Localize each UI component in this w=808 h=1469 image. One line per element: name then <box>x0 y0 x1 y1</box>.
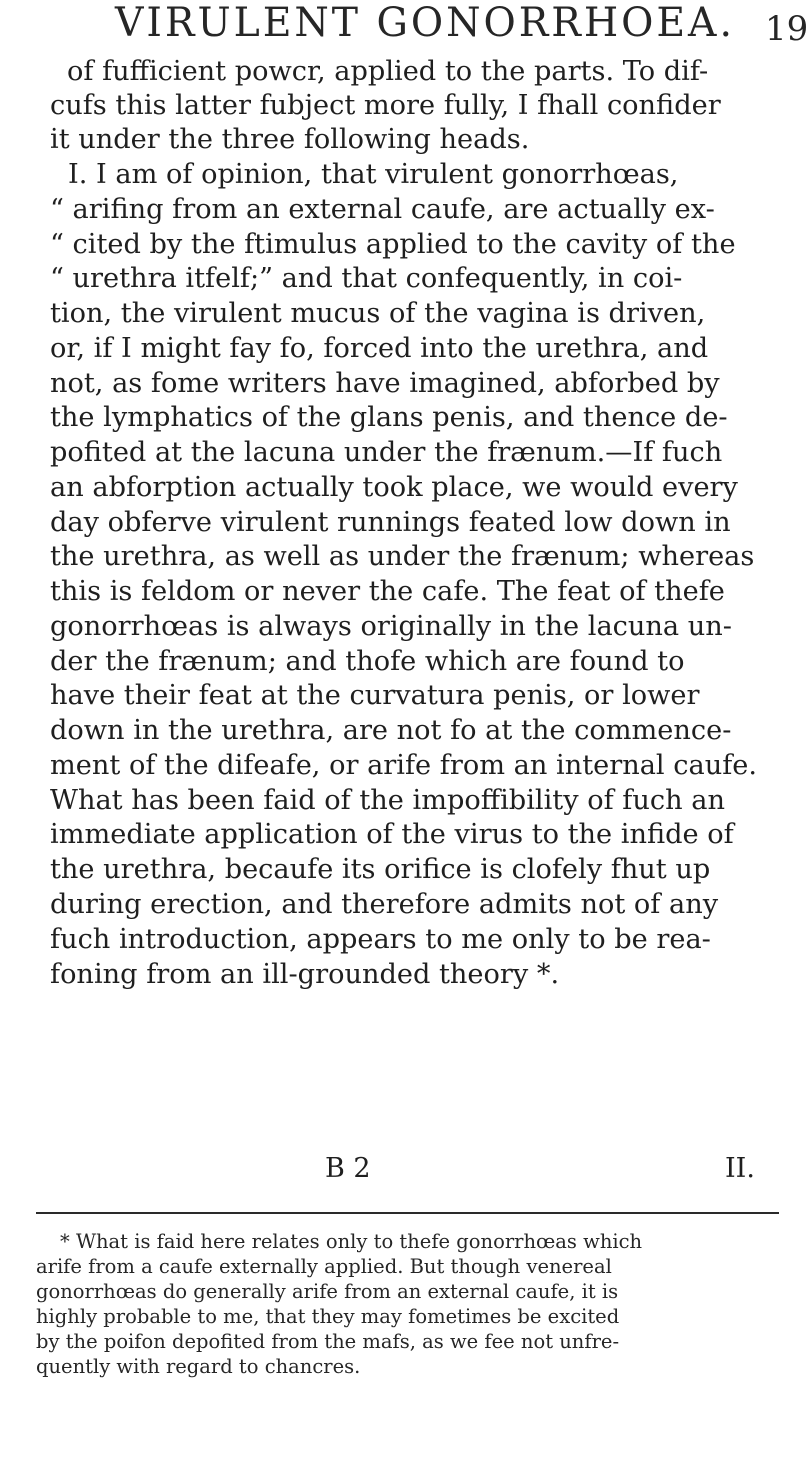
footnote-line: highly probable to me, that they may fometimes be excited <box>36 1305 620 1328</box>
text-line: the urethra, as well as under the frænum; whereas <box>50 541 755 572</box>
text-line: der the frænum; and thofe which are found to <box>50 646 685 677</box>
text-line: down in the urethra, are not fo at the commence- <box>50 715 732 746</box>
text-line: foning from an ill-grounded theory *. <box>50 959 560 990</box>
text-line: the urethra, becaufe its orifice is clofely fhut up <box>50 854 711 885</box>
footnote-line: * What is faid here relates only to thefe gonorrhœas which <box>60 1230 643 1253</box>
signature-mark: B 2 <box>325 1153 371 1184</box>
text-line: an abforption actually took place, we would every <box>50 472 738 503</box>
text-line: gonorrhœas is always originally in the lacuna un- <box>50 611 732 642</box>
text-line: “ urethra itfelf;” and that confequently, in coi- <box>50 263 683 294</box>
text-line: day obferve virulent runnings feated low down in <box>50 507 731 538</box>
footnote-line: gonorrhœas do generally arife from an external caufe, it is <box>36 1280 619 1303</box>
text-line: “ arifing from an external caufe, are actually ex- <box>50 194 715 225</box>
text-line: tion, the virulent mucus of the vagina is driven, <box>50 298 706 329</box>
page-number: 19 <box>765 9 808 49</box>
footnote-rule <box>36 1212 779 1214</box>
text-line: during erection, and therefore admits not of any <box>50 889 719 920</box>
text-line: pofited at the lacuna under the frænum.—If fuch <box>50 437 723 468</box>
text-line: What has been faid of the impoffibility of fuch an <box>50 785 725 816</box>
text-line: of fufficient powcr, applied to the parts. To dif- <box>67 56 709 87</box>
text-line: have their feat at the curvatura penis, or lower <box>50 680 700 711</box>
text-line: cufs this latter fubject more fully, I fhall confider <box>50 90 721 121</box>
text-line: this is feldom or never the cafe. The feat of thefe <box>50 576 725 607</box>
text-line: I. I am of opinion, that virulent gonorrhœas, <box>68 159 679 190</box>
footnote-line: arife from a caufe externally applied. But though venereal <box>36 1255 612 1278</box>
text-line: fuch introduction, appears to me only to be rea- <box>50 924 711 955</box>
text-line: immediate application of the virus to the infide of <box>50 819 734 850</box>
text-line: “ cited by the ftimulus applied to the cavity of the <box>50 229 736 260</box>
footnote-line: quently with regard to chancres. <box>36 1355 361 1378</box>
text-line: the lymphatics of the glans penis, and thence de- <box>50 402 728 433</box>
footnote-line: by the poifon depofited from the mafs, as we fee not unfre- <box>36 1330 620 1353</box>
catchword: II. <box>725 1153 755 1184</box>
text-line: or, if I might fay fo, forced into the urethra, and <box>50 333 709 364</box>
running-title: VIRULENT GONORRHOEA. <box>115 0 735 46</box>
text-line: ment of the difeafe, or arife from an internal caufe. <box>50 750 758 781</box>
text-line: not, as fome writers have imagined, abforbed by <box>50 368 720 399</box>
text-line: it under the three following heads. <box>50 124 530 155</box>
